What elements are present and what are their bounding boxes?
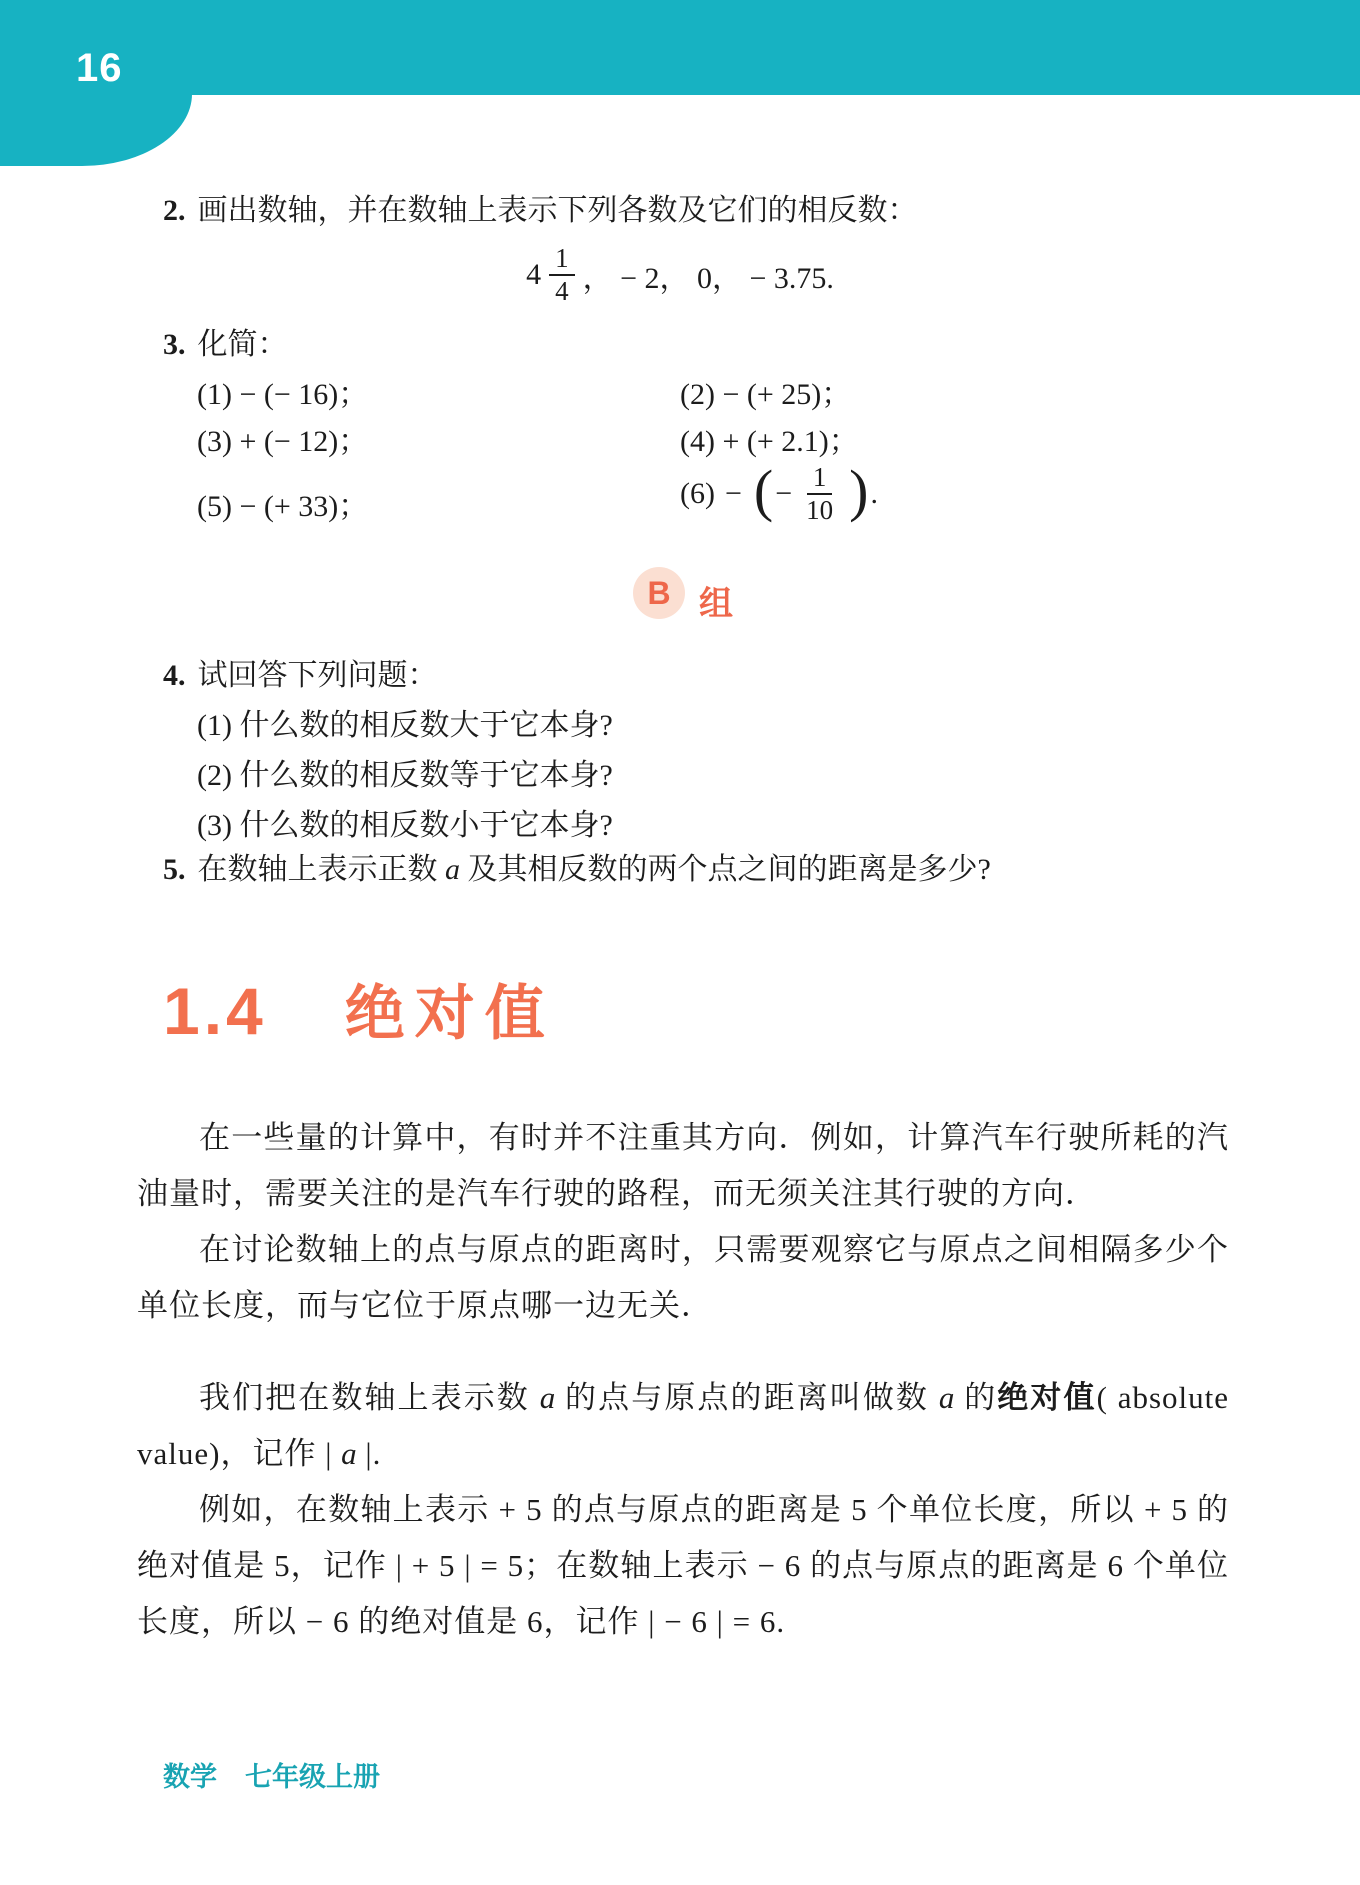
badge-group-label: 组 bbox=[699, 585, 733, 623]
fraction-denominator: 10 bbox=[806, 495, 834, 525]
problem-4-sub-3: (3) 什么数的相反数小于它本身? bbox=[197, 809, 613, 842]
problem-3 bbox=[163, 327, 288, 363]
problem-4-number: 4. bbox=[163, 659, 186, 692]
variable-a: a bbox=[938, 1380, 955, 1415]
item-6-period: . bbox=[870, 477, 878, 510]
item-6-inner-minus: − bbox=[775, 477, 793, 510]
problem-5-text: 在数轴上表示正数 a 及其相反数的两个点之间的距离是多少? bbox=[197, 853, 991, 886]
paragraph-3: 我们把在数轴上表示数 a 的点与原点的距离叫做数 a 的绝对值( absolute value)，记作 | a |. bbox=[137, 1380, 1230, 1471]
variable-a: a bbox=[539, 1380, 556, 1415]
term-absolute-value: 绝对值 bbox=[997, 1380, 1097, 1415]
group-b-badge bbox=[633, 567, 685, 619]
item-6-minus: − bbox=[724, 477, 742, 510]
section-heading bbox=[163, 966, 555, 1052]
header-band bbox=[0, 0, 1360, 95]
page-footer bbox=[163, 1755, 380, 1794]
fraction bbox=[800, 462, 839, 526]
math-expression-line bbox=[0, 243, 1360, 307]
problem-2-text: 画出数轴，并在数轴上表示下列各数及它们的相反数： bbox=[197, 194, 918, 227]
exercise-item-3: (3) + (− 12)； bbox=[197, 425, 369, 458]
problem-4-sub-1: (1) 什么数的相反数大于它本身? bbox=[197, 709, 613, 742]
page-number: 16 bbox=[76, 46, 123, 90]
footer-subject: 数学 bbox=[163, 1762, 217, 1792]
math-integer: 4 bbox=[526, 258, 542, 291]
exercise-item-5: (5) − (+ 33)； bbox=[197, 490, 369, 523]
header-tab bbox=[0, 94, 192, 166]
fraction-denominator: 4 bbox=[555, 276, 569, 306]
badge-letter: B bbox=[647, 574, 671, 611]
paragraph-2: 在讨论数轴上的点与原点的距离时，只需要观察它与原点之间相隔多少个单位长度，而与它位于原点哪一边无关． bbox=[137, 1232, 1229, 1323]
section-title: 绝对值 bbox=[344, 980, 555, 1047]
section-number: 1.4 bbox=[163, 974, 267, 1048]
paragraph-1: 在一些量的计算中，有时并不注重其方向．例如，计算汽车行驶所耗的汽油量时，需要关注的是汽车行驶的路程，而无须关注其行驶的方向． bbox=[137, 1120, 1229, 1211]
exercise-item-6: (6) − ( − $\frac{1}{10}$ ) . bbox=[680, 458, 878, 525]
exercise-item-2: (2) − (+ 25)； bbox=[680, 378, 852, 411]
exercise-item-4: (4) + (+ 2.1)； bbox=[680, 425, 859, 458]
problem-5 bbox=[163, 852, 991, 888]
variable-a: a bbox=[445, 853, 460, 886]
problem-3-text: 化简： bbox=[197, 328, 288, 361]
problem-3-number: 3. bbox=[163, 328, 186, 361]
problem-2-number: 2. bbox=[163, 194, 186, 227]
problem-2 bbox=[163, 193, 918, 229]
footer-volume: 七年级上册 bbox=[245, 1762, 380, 1792]
fraction-numerator: 1 bbox=[807, 462, 833, 495]
fraction-numerator: 1 bbox=[549, 243, 575, 276]
item-6-label: (6) bbox=[680, 477, 715, 510]
problem-5-number: 5. bbox=[163, 853, 186, 886]
fraction bbox=[549, 243, 575, 307]
math-rest: ， − 2， 0， − 3.75. bbox=[582, 262, 834, 295]
problem-4 bbox=[163, 658, 438, 694]
problem-4-sub-2: (2) 什么数的相反数等于它本身? bbox=[197, 759, 613, 792]
variable-a: a bbox=[341, 1436, 357, 1471]
exercise-item-1: (1) − (− 16)； bbox=[197, 378, 369, 411]
problem-4-text: 试回答下列问题： bbox=[197, 659, 438, 692]
paragraph-4: 例如，在数轴上表示 + 5 的点与原点的距离是 5 个单位长度，所以 + 5 的绝对值是 5，记作 | + 5 | = 5；在数轴上表示 − 6 的点与原点的距离是 6 个单位长度，所以 − 6 的绝对值是 6，记作 | − 6 | = 6. bbox=[137, 1492, 1229, 1639]
